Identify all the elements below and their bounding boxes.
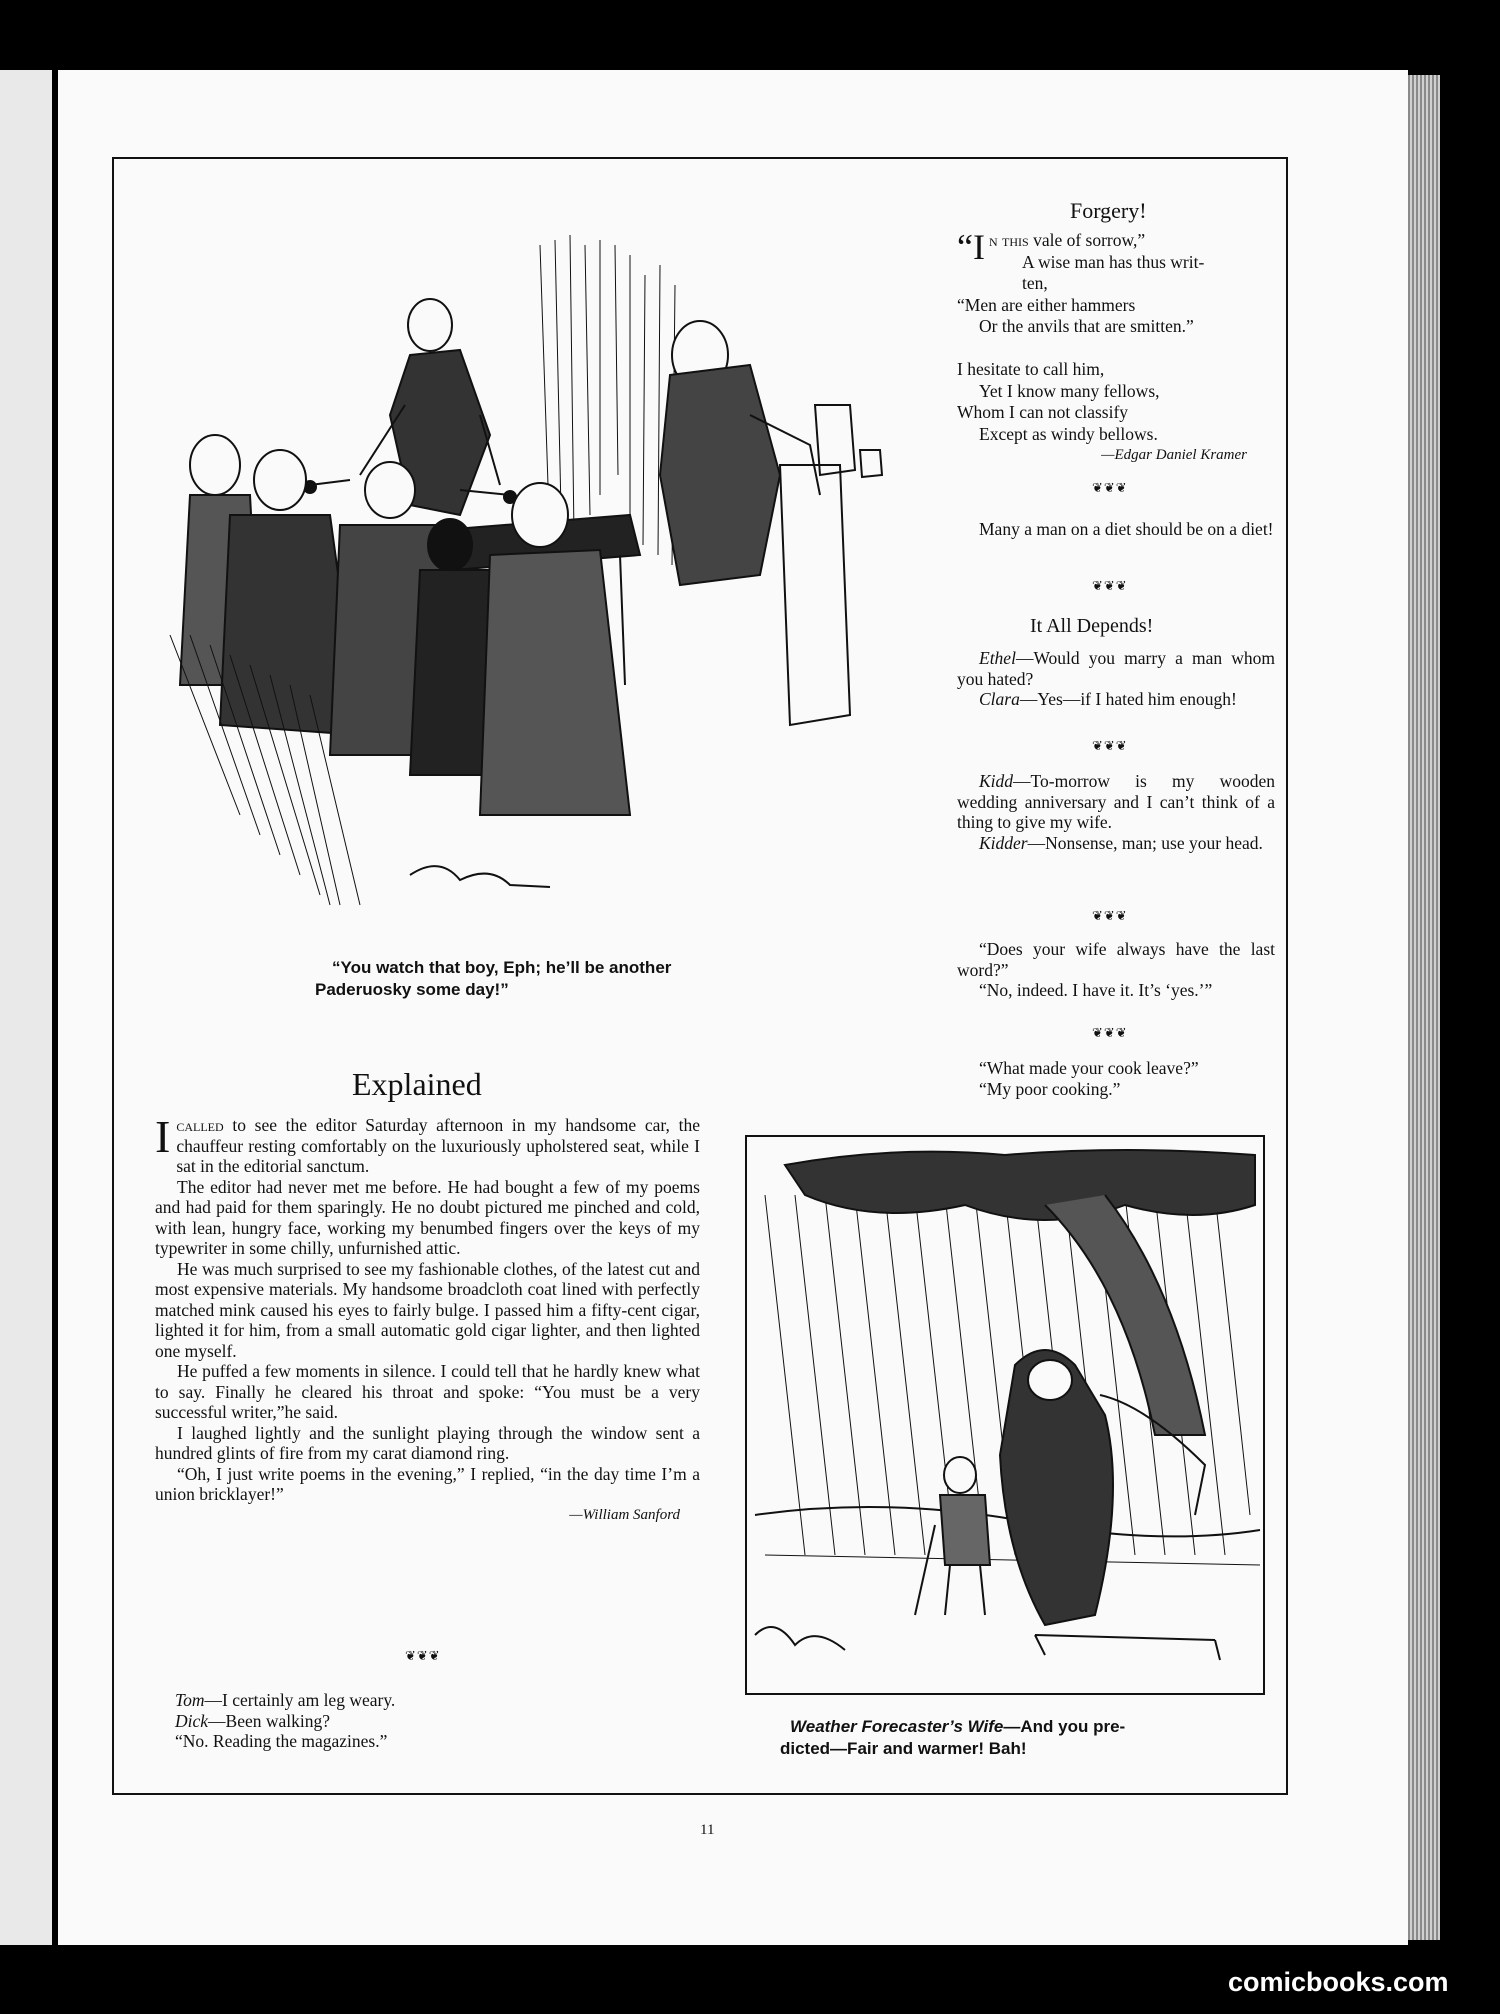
caption-speaker: Weather Forecaster’s Wife xyxy=(790,1717,1004,1736)
forgery-title: Forgery! xyxy=(1070,198,1147,223)
poem-line: Whom I can not classify xyxy=(957,402,1129,422)
paragraph: to see the editor Saturday afternoon in my handsome car, the chauffeur resting comfortably on the luxuriously upholstered seat, while I sat in the editorial sanctum. xyxy=(176,1115,700,1176)
xylophone-illustration xyxy=(160,215,930,935)
separator: ❦❦❦ xyxy=(1092,908,1128,923)
illustration1-caption-line2: Paderuosky some day!” xyxy=(315,980,509,999)
illustration2-caption-line2: dicted—Fair and warmer! Bah! xyxy=(780,1739,1027,1758)
answer: “No, indeed. I have it. It’s ‘yes.’” xyxy=(979,980,1213,1000)
illustration2-caption-line1 xyxy=(790,1716,1125,1737)
forgery-poem xyxy=(957,227,1277,467)
forgery-author: —Edgar Daniel Kramer xyxy=(1101,447,1247,463)
speaker-text: —Would you marry a man whom you hated? xyxy=(957,648,1275,689)
diet-joke xyxy=(957,519,1275,540)
separator: ❦❦❦ xyxy=(1092,578,1128,593)
weary-dialogue xyxy=(175,1690,575,1752)
speaker-text: —Been walking? xyxy=(208,1710,331,1731)
illustration1-caption-line1: “You watch that boy, Eph; he’ll be another xyxy=(332,958,672,977)
answer: “My poor cooking.” xyxy=(979,1078,1121,1099)
poem-line: ten, xyxy=(1022,273,1048,293)
poem-line: Except as windy bellows. xyxy=(979,423,1158,444)
weather-cartoon xyxy=(745,1135,1265,1695)
poem-line: “In this vale of sorrow,” xyxy=(957,227,1146,267)
speaker-text: —Yes—if I hated him enough! xyxy=(1019,689,1237,709)
poem-dropcap: “I xyxy=(957,227,985,267)
separator: ❦❦❦ xyxy=(405,1648,441,1663)
wedding-dialogue xyxy=(957,771,1275,853)
speaker-name: Clara xyxy=(979,689,1020,709)
page-stack-edge xyxy=(1408,75,1440,1940)
paragraph: He was much surprised to see my fashionable clothes, of the latest cut and most expensive materials. My handsome broadcloth coat lined with perfectly matched mink caused his eyes to fairly bulge. I passed him a fifty-cent cigar, lighted it for him, from a small automatic gold cigar lighter, and then lighted one myself. xyxy=(155,1258,700,1361)
paragraph: “Oh, I just write poems in the evening,” I replied, “in the day time I’m a union bricklayer!” xyxy=(155,1463,700,1504)
separator: ❦❦❦ xyxy=(1092,480,1128,495)
poem-line: Or the anvils that are smitten.” xyxy=(979,316,1194,336)
paragraph: I laughed lightly and the sunlight playing through the window sent a hundred glints of fire from my carat diamond ring. xyxy=(155,1422,700,1463)
watermark: comicbooks.com xyxy=(1228,1967,1449,1997)
separator: ❦❦❦ xyxy=(1092,1025,1128,1040)
speaker-text: —I certainly am leg weary. xyxy=(204,1690,396,1710)
poem-line: A wise man has thus writ- xyxy=(1022,251,1205,272)
dropcap: I xyxy=(155,1111,171,1162)
explained-author: —William Sanford xyxy=(569,1506,680,1523)
paragraph: He puffed a few moments in silence. I could tell that he hardly knew what to say. Finally he cleared his throat and spoke: “You must be a very successful writer,”he said. xyxy=(155,1361,700,1422)
depends-title: It All Depends! xyxy=(1030,615,1154,637)
speaker-name: Tom xyxy=(175,1690,205,1710)
speaker-text: “No. Reading the magazines.” xyxy=(175,1731,388,1751)
depends-dialogue xyxy=(957,648,1275,710)
previous-page-edge xyxy=(0,70,52,1945)
diet-text: Many a man on a diet should be on a diet! xyxy=(979,519,1274,539)
first-word: called xyxy=(176,1115,224,1135)
speaker-name: Dick xyxy=(175,1710,209,1731)
lastword-dialogue xyxy=(957,939,1275,1001)
explained-title: Explained xyxy=(352,1066,482,1102)
speaker-text: —Nonsense, man; use your head. xyxy=(1027,832,1263,853)
poem-line: I hesitate to call him, xyxy=(957,359,1105,379)
question: “Does your wife always have the last word?” xyxy=(957,939,1275,980)
paragraph: The editor had never met me before. He had bought a few of my poems and had paid for them sparingly. He no doubt pictured me pinched and cold, with lean, hungry face, working my benumbed fingers over the keys of my typewriter in some chilly, unfurnished attic. xyxy=(155,1176,700,1258)
caption-text: —And you pre- xyxy=(1003,1717,1126,1736)
speaker-text: —To-morrow is my wooden wedding anniversary and I can’t think of a thing to give my wife. xyxy=(957,771,1275,832)
speaker-name: Kidder xyxy=(979,832,1028,853)
poem-line: Yet I know many fellows, xyxy=(979,380,1160,401)
cook-dialogue xyxy=(957,1058,1275,1099)
poem-line xyxy=(957,338,1277,360)
page-number: 11 xyxy=(700,1822,715,1838)
poem-line: “Men are either hammers xyxy=(957,294,1136,315)
question: “What made your cook leave?” xyxy=(979,1058,1199,1078)
speaker-name: Kidd xyxy=(979,771,1014,791)
speaker-name: Ethel xyxy=(979,648,1016,668)
explained-story xyxy=(155,1111,700,1525)
separator: ❦❦❦ xyxy=(1092,738,1128,753)
